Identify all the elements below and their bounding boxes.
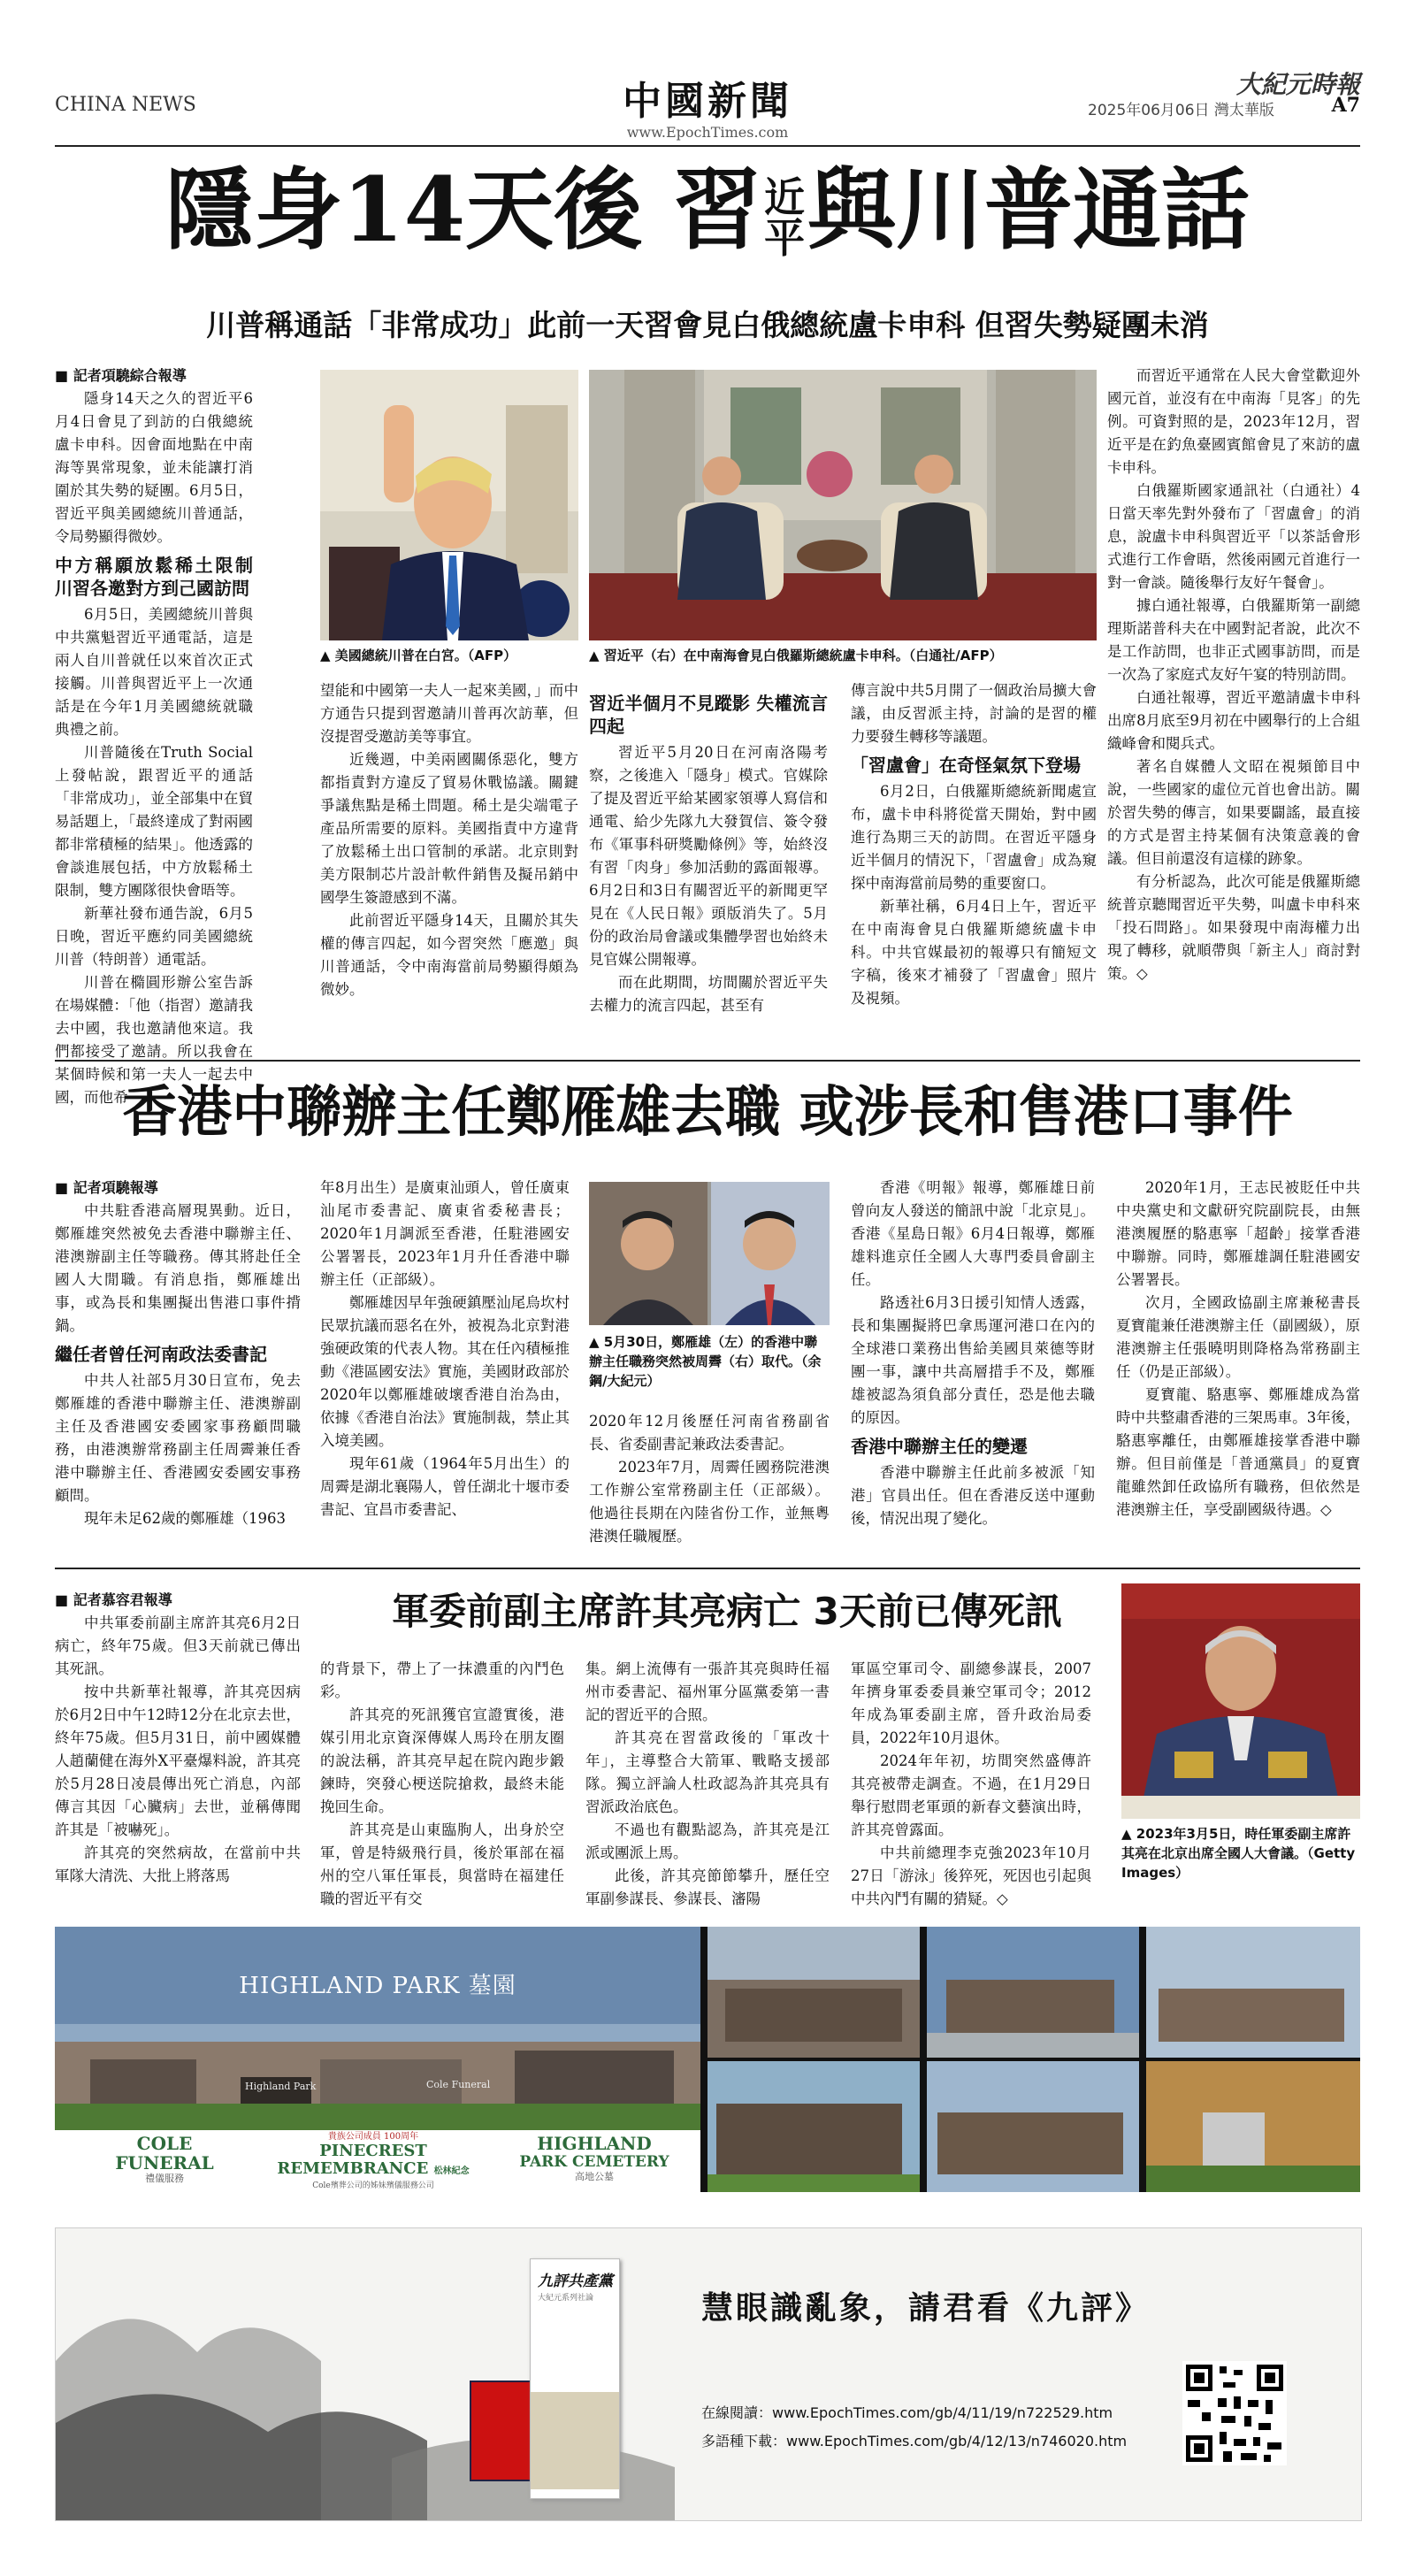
read-online-line[interactable]: 在線閱讀：www.EpochTimes.com/gb/4/11/19/n722529.htm <box>701 2404 1113 2421</box>
xi-lukashenko-photo <box>589 370 1097 640</box>
xu-qiliang-caption: ▲ 2023年3月5日，時任軍委副主席許其亮在北京出席全國人大會議。（Getty Images） <box>1121 1824 1360 1882</box>
highland-ad-title: HIGHLAND PARK 墓園 <box>239 1973 516 1999</box>
headline-stacked-name: 近平 <box>763 173 805 263</box>
zheng-zhou-caption: ▲ 5月30日，鄭雁雄（左）的香港中聯辦主任職務突然被周霽（右）取代。（余鋼/大紀元） <box>589 1332 830 1391</box>
story3-col4: 軍區空軍司令、副總參謀長，2007年擠身軍委委員兼空軍司令；2012年成為軍委副主席，晉升政治局委員，2022年10月退休。 2024年年初，坊間突然盛傳許其亮被帶走調查。不過，在1月29日舉行慰問老軍頭的新春文藝演出時，許其亮曾露面。 中共前總理李克強2023年10月27日「游泳」後猝死，死因也引起與中共內鬥有關的猜疑。◇ <box>851 1660 1091 1907</box>
story1-col1: ■ 記者項驍綜合報導 隱身14天之久的習近平6月4日會見了到訪的白俄總統盧卡申科。因會面地點在中南海等異常現象，並未能讓打消圍於其失勢的疑團。6月5日，習近平與美國總統川普通話，令局勢顯得微妙。 中方稱願放鬆稀土限制 川習各邀對方到己國訪問 6月5日，美國總統川普與中共黨魁習近平通電話，這是兩人自川普就任以來首次正式接觸。川普與習近平上一次通話是在今年1月美國總統就職典禮之前。 川普隨後在Truth Social上發帖說，跟習近平的通話「非常成功」，並全部集中在貿易話題上，「最終達成了對兩國都非常積極的結果」。他透露的會談進展包括，中方放鬆稀土限制，雙方團隊很快會晤等。 新華社發布通告說，6月5日晚，習近平應約同美國總統川普（特朗普）通電話。 川普在橢圓形辦公室告訴在場媒體：「他（指習）邀請我去中國，我也邀請他來這。我們都接受了邀請。所以我會在某個時候和第一夫人一起去中國，而他希 <box>55 364 253 1109</box>
story3-col1: ■ 記者慕容君報導 中共軍委前副主席許其亮6月2日病亡，終年75歲。但3天前就已傳出其死訊。 按中共新華社報導，許其亮因病於6月2日中午12時12分在北京去世，終年75歲。但5月31日，前中國媒體人趙蘭健在海外X平臺爆料說，許其亮於5月28日凌晨傳出死亡消息，內部傳言其因「心臟病」去世，並稱傳聞許其是「被嚇死」。 許其亮的突然病故，在當前中共軍隊大清洗、大批上將落馬 <box>55 1589 301 1888</box>
book-cover: 九評共產黨 大紀元系列社論 <box>530 2258 620 2499</box>
cole-funeral-logo: COLE FUNERAL 禮儀服務 <box>115 2133 214 2184</box>
story2-col4: 香港《明報》報導，鄭雁雄日前曾向友人發送的簡訊中說「北京見」。香港《星島日報》6月4日報導，鄭雁雄料進京任全國人大專門委員會副主任。 路透社6月3日援引知情人透露，長和集團擬將巴拿馬運河港口在內的全球港口業務出售給美國貝萊德等財團一事，讓中共高層措手不及，鄭雁雄被認為須負部分責任，恐是他去職的原因。 香港中聯辦主任的變遷 香港中聯辦主任此前多被派「知港」官員出任。但在香港反送中運動後，情況出現了變化。 <box>851 1179 1095 1527</box>
highland-ad[interactable] <box>55 1927 1360 2192</box>
highland-sign2: Cole Funeral <box>426 2079 491 2090</box>
date-edition: 2025年06月06日 灣太華版 <box>1088 102 1274 119</box>
read-online-url[interactable]: www.EpochTimes.com/gb/4/11/19/n722529.htm <box>772 2404 1113 2421</box>
story2-col3: 2020年12月後歷任河南省務副省長、省委副書記兼政法委書記。 2023年7月，周霽任國務院港澳工作辦公室常務副主任（正部級）。他過往長期在內陸省份工作，並無粵港澳任職履歷。 <box>589 1413 830 1545</box>
story1-col3: 習近半個月不見蹤影 失權流言四起 習近平5月20日在河南洛陽考察，之後進入「隱身」模式。官媒除了提及習近平給某國家領導人寫信和通電、給少先隊九大發賀信、簽令發布《軍事科研獎勵條例》等，始終沒有習「肉身」參加活動的露面報導。6月2日和3日有關習近平的新聞更罕見在《人民日報》頭版消失了。5月份的政治局會議或集體學習也始終未見官媒公開報導。 而在此期間，坊間關於習近平失去權力的流言四起，甚至有 <box>589 693 828 1014</box>
story2-col5: 2020年1月，王志民被貶任中共中央黨史和文獻研究院副院長，由無港澳履歷的駱惠寧「超齡」接掌香港中聯辦。同時，鄭雁雄調任駐港國安公署署長。 次月，全國政協副主席兼秘書長夏寶龍兼任港澳辦主任（副國級），原港澳辦主任張曉明則降格為常務副主任（仍是正部級）。 夏寶龍、駱惠寧、鄭雁雄成為當時中共整肅香港的三架馬車。3年後，駱惠寧離任，由鄭雁雄接掌香港中聯辦。但目前僅是「普通黨員」的夏寶龍雖然卸任政協所有職務，但依然是港澳辦主任，享受副國級待遇。◇ <box>1116 1179 1360 1518</box>
zheng-zhou-photo <box>589 1182 830 1325</box>
jiuping-ad[interactable] <box>55 2227 1362 2521</box>
masthead-rule <box>55 145 1360 147</box>
section-name-en: CHINA NEWS <box>55 94 196 116</box>
story1-col4: 傳言說中共5月開了一個政治局擴大會議，由反習派主持，討論的是習的權力要發生轉移等議題。 「習盧會」在奇怪氣氛下登場 6月2日，白俄羅斯總統新聞處宣布，盧卡申科將從當天開始，對中國進行為期三天的訪問。在習近平隱身近半個月的情況下，「習盧會」成為窺探中南海當前局勢的重要窗口。 新華社稱，6月4日上午，習近平在中南海會見白俄羅斯總統盧卡申科。中共官媒最初的報導只有簡短文字稿，後來才補發了「習盧會」照片及視頻。 <box>851 682 1097 1007</box>
xu-qiliang-photo <box>1121 1583 1360 1819</box>
story3-col3: 集。網上流傳有一張許其亮與時任福州市委書記、福州軍分區黨委第一書記的習近平的合照。 許其亮在習當政後的「軍改十年」，主導整合大箭軍、戰略支援部隊。獨立評論人杜政認為許其亮具有習派政治底色。 不過也有觀點認為，許其亮是江派或團派上馬。 此後，許其亮節節攀升，歷任空軍副參謀長、參謀長、瀋陽 <box>585 1660 830 1907</box>
story2-col1: ■ 記者項驍報導 中共駐香港高層現異動。近日，鄭雁雄突然被免去香港中聯辦主任、港澳辦副主任等職務。傳其將赴任全國人大閒職。有消息指，鄭雁雄出事，或為長和集團擬出售港口事件揹鍋。 繼任者曾任河南政法委書記 中共人社部5月30日宣布，免去鄭雁雄的香港中聯辦主任、港澳辦副主任及香港國安委國家事務顧問職務，由港澳辦常務副主任周霽兼任香港中聯辦主任、香港國安委國安事務顧問。 現年未足62歲的鄭雁雄（1963 <box>55 1177 301 1530</box>
story1-col2: 望能和中國第一夫人一起來美國，」而中方通告只提到習邀請川普再次訪華，但沒提習受邀訪美等事宜。 近幾週，中美兩國關係惡化，雙方都指責對方違反了貿易休戰協議。關鍵爭議焦點是稀土問題。稀土是尖端電子產品所需要的原料。美國指責中方違背了放鬆稀土出口管制的承諾。北京則對美方限制芯片設計軟件銷售及擬吊銷中國學生簽證感到不滿。 此前習近平隱身14天，且關於其失權的傳言四起，如今習突然「應邀」與川普通話，令中南海當前局勢顯得頗為微妙。 <box>320 682 578 998</box>
story1-subheadline: 川普稱通話「非常成功」此前一天習會見白俄總統盧卡申科 但習失勢疑團未消 <box>206 308 1209 342</box>
trump-photo <box>320 370 578 640</box>
highland-sign1: Highland Park <box>245 2081 317 2092</box>
story2-divider <box>55 1568 1360 1569</box>
highland-photo-grid <box>708 1927 1360 2192</box>
story2-col2: 年8月出生）是廣東汕頭人，曾任廣東汕尾市委書記、廣東省委秘書長；2020年1月調派至香港，任駐港國安公署署長，2023年1月升任香港中聯辦主任（正部級）。 鄭雁雄因早年強硬鎮壓汕尾烏坎村民眾抗議而惡名在外，被視為北京對港強硬政策的代表人物。其在任內積極推動《港區國安法》實施，美國財政部於2020年以鄭雁雄破壞香港自治為由，依據《香港自治法》實施制裁，禁止其入境美國。 現年61歲（1964年5月出生）的周霽是湖北襄陽人，曾任湖北十堰市委書記、宜昌市委書記、 <box>320 1179 570 1518</box>
download-line[interactable]: 多語種下載：www.EpochTimes.com/gb/4/12/13/n746020.htm <box>701 2433 1128 2450</box>
xi-lukashenko-caption: ▲ 習近平（右）在中南海會見白俄羅斯總統盧卡申科。（白通社/AFP） <box>589 646 1097 665</box>
pinecrest-logo: 貴族公司成員 100周年 PINECREST REMEMBRANCE 松林紀念 Cole殯葬公司的姊妹殯儀服務公司 <box>277 2132 470 2190</box>
website[interactable]: www.EpochTimes.com <box>626 124 789 141</box>
story3-headline: 軍委前副主席許其亮病亡 3天前已傳死訊 <box>392 1590 1062 1633</box>
story1-col5: 而習近平通常在人民大會堂歡迎外國元首，並沒有在中南海「見客」的先例。可資對照的是，2023年12月，習近平是在釣魚臺國賓館會見了來訪的盧卡申科。 白俄羅斯國家通訊社（白通社）4日當天率先對外發布了「習盧會」的消息，說盧卡申科與習近平「以茶話會形式進行工作會晤，然後兩國元首進行一對一會談。隨後舉行友好午餐會」。 據白通社報導，白俄羅斯第一副總理斯諾普科夫在中國對記者說，此次不是工作訪問，也非正式國事訪問，而是一次為了家庭式友好午宴的特別訪問。 白通社報導，習近平邀請盧卡申科出席8月底至9月初在中國舉行的上合組織峰會和閱兵式。 著名自媒體人文昭在視頻節目中說，一些國家的虛位元首也會出訪。關於習失勢的傳言，如果要闢謠，最直接的方式是習主持某個有決策意義的會議。但目前還沒有這樣的跡象。 有分析認為，此次可能是俄羅斯總統普京聽聞習近平失勢，叫盧卡申科來「投石問路」。如果發現中南海權力出現了轉移，就順帶與「新主人」商討對策。◇ <box>1107 367 1360 982</box>
page-number: A7 <box>1331 94 1360 117</box>
story1-headline: 隱身14天後 習近平與川普通話 <box>165 157 1250 263</box>
download-url[interactable]: www.EpochTimes.com/gb/4/12/13/n746020.htm <box>786 2433 1128 2450</box>
trump-caption: ▲ 美國總統川普在白宮。（AFP） <box>320 646 578 665</box>
highland-cemetery-logo: HIGHLAND PARK CEMETERY 高地公墓 <box>519 2133 669 2182</box>
story1-divider <box>55 1060 1360 1062</box>
qr-code[interactable] <box>1182 2361 1287 2465</box>
highland-main-photo <box>55 1927 700 2130</box>
paper-name: 大紀元時報 <box>1235 70 1360 99</box>
section-name-zh: 中國新聞 <box>623 79 792 124</box>
jiuping-slogan: 慧眼識亂象，請君看《九評》 <box>701 2289 1151 2327</box>
story2-headline: 香港中聯辦主任鄭雁雄去職 或涉長和售港口事件 <box>122 1079 1293 1144</box>
story3-col2: 的背景下，帶上了一抹濃重的內鬥色彩。 許其亮的死訊獲官宣證實後，港媒引用北京資深傳媒人馬玲在朋友圈的說法稱，許其亮早起在院內跑步鍛鍊時，突發心梗送院搶救，最終未能挽回生命。 許其亮是山東臨朐人，出身於空軍，曾是特級飛行員，後於軍部在福州的空八軍任軍長，與當時在福建任職的習近平有交 <box>320 1660 564 1907</box>
